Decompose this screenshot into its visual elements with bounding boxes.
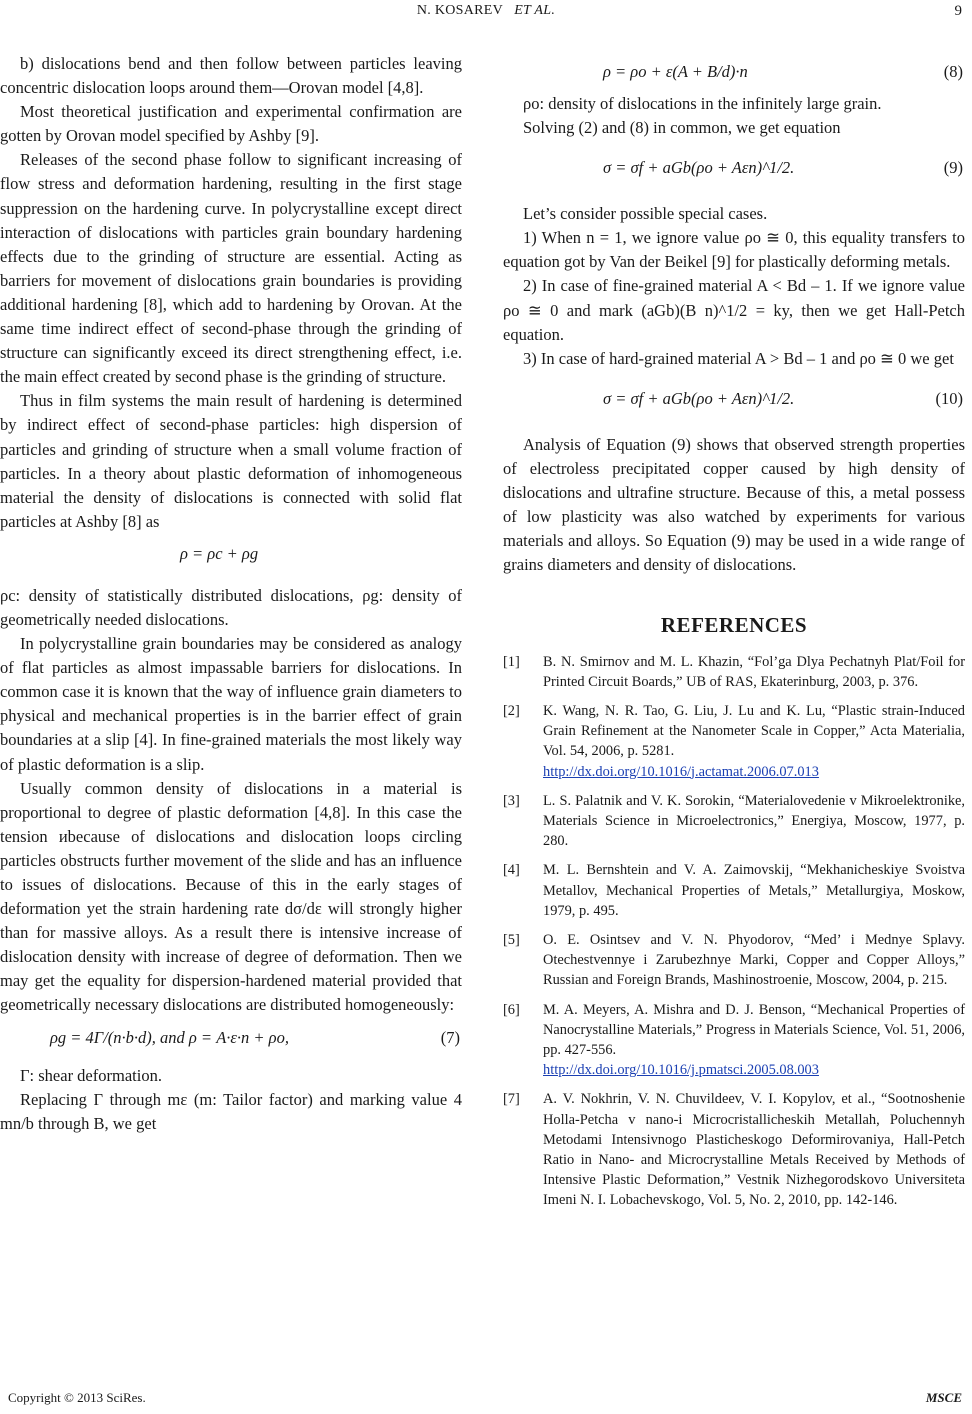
left-column <box>0 52 462 1136</box>
reference-label: [2] <box>503 702 520 719</box>
reference-label: [3] <box>503 792 520 809</box>
paragraph: ρo: density of dislocations in the infinitely large grain. <box>523 94 882 113</box>
equation-7 <box>0 1018 462 1064</box>
equation-number: (8) <box>943 62 963 81</box>
page-header <box>0 0 972 30</box>
equation-number: (10) <box>935 388 963 408</box>
reference-text: M. A. Meyers, A. Mishra and D. J. Benson, “Mechanical Properties of Nanocrystalline Materials,” Progress in Materials Science, Vol. 51, 2006, pp. 427-556. <box>543 1001 965 1058</box>
copyright: Copyright © 2013 SciRes. <box>8 1390 146 1405</box>
equation-body: σ = σf + aGb(ρo + Aεn)^1/2. <box>603 158 795 178</box>
paragraph: Thus in film systems the main result of hardening is determined by indirect effect of second-phase particles: high dispersion of particles and grinding of structure when a small volume fraction of particles. In a theory about plastic deformation of inhomogeneous material the density of dislocations is connected with solid flat particles at Ashby [8] as <box>0 391 462 531</box>
reference-text: K. Wang, N. R. Tao, G. Liu, J. Lu and K. Lu, “Plastic strain-Induced Grain Refinement at the Nanometer Scale in Copper,” Acta Materialia, Vol. 54, 2006, p. 5281. <box>543 702 965 760</box>
reference-label: [7] <box>503 1091 520 1108</box>
right-column <box>503 52 965 1220</box>
paragraph: b) dislocations bend and then follow between particles leaving concentric dislocation loops around them—Orovan model [4,8]. <box>0 54 462 98</box>
reference-item <box>503 1089 965 1210</box>
reference-item <box>503 701 965 782</box>
paragraph: ρc: density of statistically distributed dislocations, ρg: density of geometrically needed dislocations. <box>0 585 462 629</box>
paragraph: Analysis of Equation (9) shows that observed strength properties of electroless precipitated copper caused by high density of dislocations and ultrafine structure. Because of this, a metal possess of low plasticity was also watched by experiments for various materials and alloys. So Equation (9) may be used in a wide range of grains diameters and density of dislocations. <box>503 434 965 575</box>
equation-body: σ = σf + aGb(ρo + Aεn)^1/2. <box>603 388 795 408</box>
reference-text: B. N. Smirnov and M. L. Khazin, “Fol’ga Dlya Pechatnyh Plat/Foil for Printed Circuit Boards,” UB of RAS, Ekaterinburg, 2003, p. 376. <box>543 653 965 690</box>
running-head-author: N. KOSAREV <box>416 3 503 18</box>
running-head <box>0 3 972 19</box>
equation-number: (9) <box>943 158 963 178</box>
equation-body: ρ = ρo + ε(A + B/d)·n <box>603 62 748 81</box>
page-number: 9 <box>954 3 962 19</box>
paragraph: Releases of the second phase follow to significant increasing of flow stress and deformation hardening, resulting in the first stage suppression on the hardening curve. In polycrystalline except direct interaction of dislocations with particles grain boundary hardening effects due to the grinding of structure are essential. Acting as barriers for movement of dislocations grain boundaries is providing additional hardening [8], which add to hardening by Orovan. At the same time indirect effect of second-phase through the grinding of structure can significantly exceed its direct strengthening effect, i.e. the main effect created by second phase is the grinding of structure. <box>0 150 462 387</box>
paragraph: Γ: shear deformation. <box>20 1065 162 1085</box>
paragraph: Let’s consider possible special cases. <box>523 204 768 224</box>
reference-item <box>503 930 965 991</box>
reference-label: [4] <box>503 862 520 879</box>
reference-text: A. V. Nokhrin, V. N. Chuvildeev, V. I. Kopylov, et al., “Sootnoshenie Holla-Petcha v nano-i Microcristallicheskih Metallah, Poluchennyh Metodami Intensivnogo Plasticheskogo Deformirovaniya, Hall-Petch Ratio in Nano- and Microcrystalline Metals Received by Methods of Intensive Plastic Deformation,” Vestnik Nizhegorodskovo Universiteta Imeni N. I. Lobachevskogo, Vol. 5, No. 2, 2010, pp. 142-146. <box>543 1091 965 1209</box>
reference-item <box>503 652 965 692</box>
journal-abbrev: MSCE <box>925 1390 962 1405</box>
references-list <box>503 652 965 1211</box>
paragraph: 2) In case of fine-grained material A < Bd – 1. If we ignore value ρo ≅ 0 and mark (aGb)(B n)^1/2 = ky, then we get Hall-Petch equation. <box>503 276 965 344</box>
equation-body: ρg = 4Γ/(n·b·d), and ρ = A·ε·n + ρo, <box>50 1027 289 1047</box>
reference-label: [6] <box>503 1001 520 1018</box>
reference-text: L. S. Palatnik and V. K. Sorokin, “Materialovedenie v Mikroelektronike, Materials Science in Microelectronics,” Energiya, Moscow, 1977, p. 280. <box>543 792 965 850</box>
reference-text: O. E. Osintsev and V. N. Phyodorov, “Med’ i Mednye Splavy. Otechestvennye i Zarubezhnye Marki, Copper and Copper Alloys,” Russian and Foreign Brands, Mashinostroenie, Moscow, 2004, p. 215. <box>543 931 965 989</box>
reference-doi-link[interactable]: http://dx.doi.org/10.1016/j.pmatsci.2005.08.003 <box>543 1062 819 1079</box>
equation-10 <box>503 371 965 433</box>
paragraph: Solving (2) and (8) in common, we get equation <box>523 118 841 138</box>
paragraph: Most theoretical justification and experimental confirmation are gotten by Orovan model specified by Ashby [9]. <box>0 102 462 146</box>
equation-number: (7) <box>440 1027 460 1047</box>
paragraph: 3) In case of hard-grained material A > Bd – 1 and ρo ≅ 0 we get <box>523 348 954 368</box>
reference-text: M. L. Bernshtein and V. A. Zaimovskij, “Mekhanicheskiye Svoistva Metallov, Mechanical Properties of Metals,” Metallurgiya, Moskow, 1979, p. 495. <box>543 862 965 919</box>
reference-item <box>503 860 965 921</box>
running-head-etal: ET AL. <box>514 3 556 18</box>
equation-8 <box>503 52 965 92</box>
paragraph: 1) When n = 1, we ignore value ρo ≅ 0, this equality transfers to equation got by Van der Beikel [9] for plastically deforming metals. <box>503 228 965 272</box>
paragraph: Replacing Γ through mε (m: Tailor factor) and marking value 4 mn/b through B, we get <box>0 1089 462 1133</box>
equation-9 <box>503 140 965 202</box>
reference-item <box>503 1000 965 1081</box>
reference-label: [5] <box>503 931 520 948</box>
reference-label: [1] <box>503 653 520 670</box>
equation-rho-sum <box>0 534 462 584</box>
equation-body: ρ = ρc + ρg <box>180 543 259 563</box>
reference-item <box>503 791 965 852</box>
reference-doi-link[interactable]: http://dx.doi.org/10.1016/j.actamat.2006.07.013 <box>543 763 819 780</box>
references-heading: REFERENCES <box>660 613 808 638</box>
paragraph: In polycrystalline grain boundaries may be considered as analogy of flat particles as almost impassable barriers for dislocations. In common case it is known that the way of influence grain diameters to physical and mechanical properties is in the barrier effect of grain boundaries at a slip [4]. In fine-grained materials the most likely way of plastic deformation is a slip. <box>0 634 462 774</box>
paragraph: Usually common density of dislocations in a material is proportional to degree of plastic deformation [4,8]. In this case the tension иbecause of dislocations and dislocation loops circling particles obstructs further movement of the slide and has an influence to issues of dislocations. Because of this in the early stages of deformation yet the strain hardening rate dσ/dε will strongly higher than for massive alloys. As a result there is intensive increase of dislocation density with increase of degree of deformation. Then we may get the equality for dispersion-hardened material provided that geometrically necessary dislocations are distributed homogeneously: <box>0 778 462 1015</box>
